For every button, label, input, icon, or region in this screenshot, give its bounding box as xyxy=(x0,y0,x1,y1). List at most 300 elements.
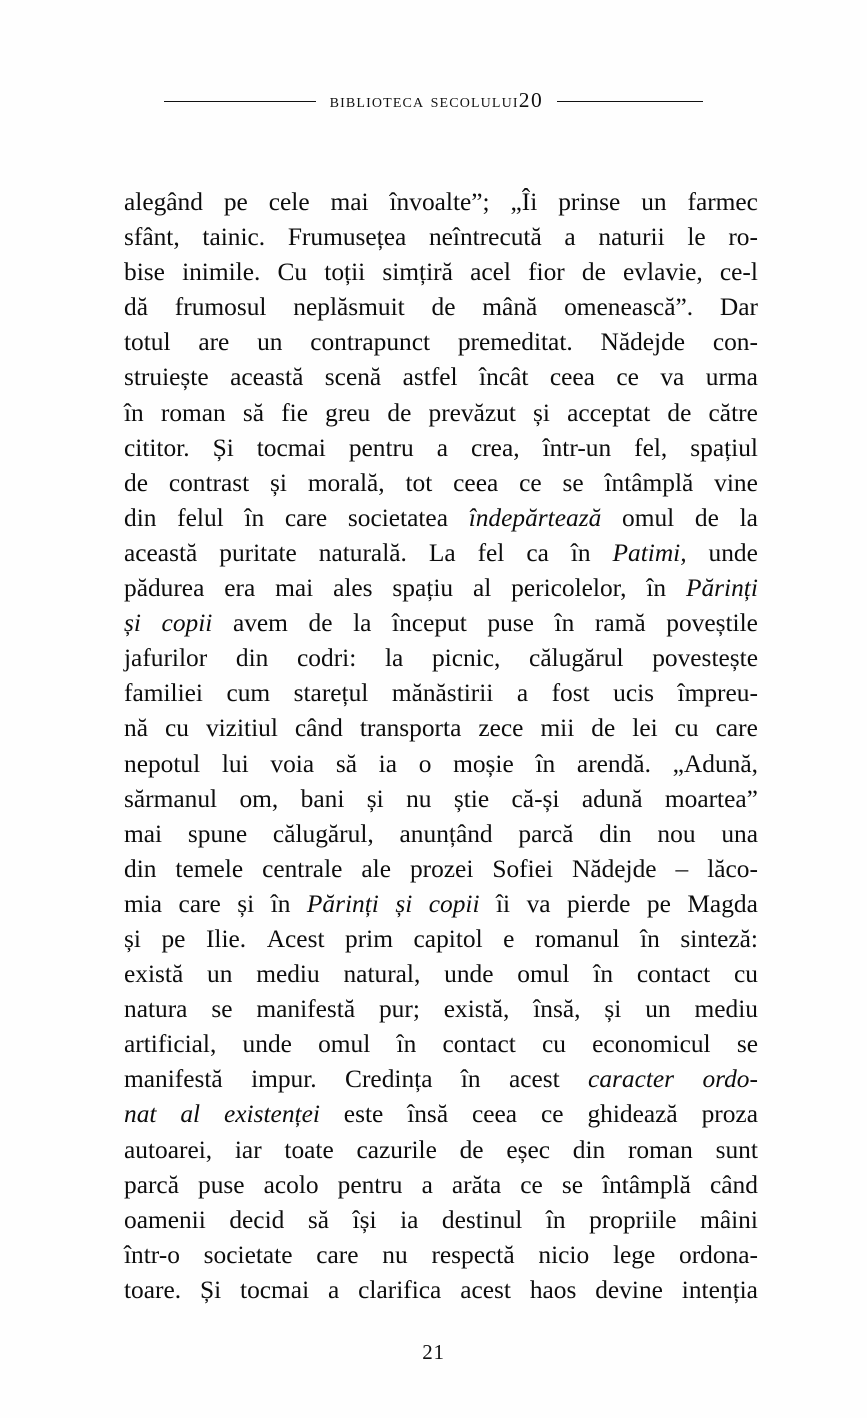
text-line xyxy=(124,1097,758,1132)
text-word: unde xyxy=(708,538,758,567)
text-word: ucis xyxy=(613,679,655,708)
text-word: în xyxy=(593,960,614,989)
text-word: roman xyxy=(627,1135,693,1164)
text-word: toate xyxy=(284,1135,334,1164)
text-word: există, xyxy=(443,995,510,1024)
text-word: nu xyxy=(406,784,432,813)
text-word: că-și xyxy=(511,784,560,813)
text-word: neîntrecută xyxy=(428,223,542,252)
text-word: ro- xyxy=(728,223,758,252)
text-word: omul xyxy=(318,1030,371,1059)
text-word: jafurilor xyxy=(124,644,208,673)
text-word: în xyxy=(124,398,144,427)
text-word: care xyxy=(178,889,221,918)
text-word: care xyxy=(284,503,328,532)
text-word: toții xyxy=(324,258,366,287)
text-word: acest xyxy=(460,1275,511,1304)
text-word: ce xyxy=(616,363,639,392)
text-word: de xyxy=(581,258,606,287)
text-word: lei xyxy=(632,714,658,743)
text-word: haos xyxy=(529,1275,577,1304)
text-line xyxy=(124,922,758,957)
text-word: întâmplă xyxy=(602,1170,691,1199)
text-word: capitol xyxy=(413,924,483,953)
text-word: a xyxy=(328,1275,340,1304)
text-word: omenească”. xyxy=(564,293,694,322)
text-line xyxy=(124,1273,758,1308)
text-word: se xyxy=(736,1030,758,1059)
text-word: Cu xyxy=(277,258,308,287)
text-word: nou xyxy=(657,819,696,848)
text-word: se xyxy=(561,1170,584,1199)
text-word: sărmanul xyxy=(124,784,218,813)
text-word: impur. xyxy=(251,1065,317,1094)
text-word: om, xyxy=(239,784,279,813)
text-word: bise xyxy=(124,258,165,287)
text-line xyxy=(124,360,758,395)
text-word: însă, xyxy=(533,995,581,1024)
text-word: tot xyxy=(405,468,433,497)
text-word: un xyxy=(207,960,233,989)
text-word: de xyxy=(124,468,148,497)
text-word: când xyxy=(294,714,343,743)
text-word: început xyxy=(392,609,467,638)
text-line xyxy=(124,466,758,501)
text-word: povestește xyxy=(652,644,758,673)
text-word: mediu xyxy=(256,960,320,989)
text-line xyxy=(124,782,758,817)
text-word: și xyxy=(604,995,622,1024)
text-word: a xyxy=(421,1170,433,1199)
text-word: propriile xyxy=(589,1205,677,1234)
text-word: a xyxy=(436,433,448,462)
text-word: sunt xyxy=(715,1135,758,1164)
text-word: natura xyxy=(124,995,188,1024)
text-word: ia xyxy=(400,1205,419,1234)
text-word: care xyxy=(316,1240,359,1269)
text-word: proza xyxy=(701,1100,758,1129)
text-word: decid xyxy=(229,1205,285,1234)
text-word: omul xyxy=(517,960,570,989)
text-word: unde xyxy=(242,1030,292,1059)
text-word: omul xyxy=(622,503,675,532)
text-line xyxy=(124,255,758,290)
text-word: pe xyxy=(161,924,186,953)
text-word: mia xyxy=(124,889,163,918)
text-word: naturii xyxy=(598,223,665,252)
text-word: a xyxy=(564,223,576,252)
text-word: vine xyxy=(714,468,758,497)
text-line xyxy=(124,501,758,536)
text-word: ceea xyxy=(549,363,595,392)
text-word: ce xyxy=(520,1170,543,1199)
text-word: întâmplă xyxy=(604,468,694,497)
text-word: fost xyxy=(551,679,590,708)
text-word: al xyxy=(472,574,492,603)
text-word: nu xyxy=(382,1240,408,1269)
text-word: avem xyxy=(232,609,288,638)
text-word: Magda xyxy=(687,889,758,918)
text-word: le xyxy=(687,223,706,252)
text-word: poveștile xyxy=(666,609,758,638)
header-rule-right-icon xyxy=(557,101,703,102)
text-word: Acest xyxy=(266,924,325,953)
text-word: pe xyxy=(223,188,248,216)
text-word: și xyxy=(124,924,141,953)
text-word: nat xyxy=(124,1100,157,1129)
text-word: oamenii xyxy=(124,1205,206,1234)
text-word: de xyxy=(308,609,333,638)
text-word: astfel xyxy=(402,363,458,392)
text-word: zece xyxy=(478,714,524,743)
text-word: Părinți xyxy=(685,574,758,603)
text-word: arăta xyxy=(451,1170,502,1199)
text-word: era xyxy=(224,574,256,603)
text-word: să xyxy=(335,749,357,778)
header-rule-left-icon xyxy=(164,101,316,102)
text-word: alegând xyxy=(124,188,203,216)
text-word: lăco- xyxy=(707,854,758,883)
text-word: ales xyxy=(333,574,373,603)
text-word: crea, xyxy=(470,433,520,462)
text-word: ca xyxy=(526,538,549,567)
text-word: în xyxy=(535,749,556,778)
text-word: și xyxy=(366,784,384,813)
text-word: către xyxy=(708,398,758,427)
text-word: a xyxy=(516,679,529,708)
text-word: romanul xyxy=(534,924,620,953)
text-word: simțiră xyxy=(382,258,453,287)
text-line xyxy=(124,431,758,466)
text-line xyxy=(124,185,758,220)
text-word: încât xyxy=(479,363,529,392)
text-word: și xyxy=(533,398,550,427)
text-word: din xyxy=(599,819,632,848)
text-word: parcă xyxy=(518,819,574,848)
header-title-number: 20 xyxy=(518,88,544,113)
text-word: cu xyxy=(541,1030,566,1059)
text-word: voia xyxy=(270,749,315,778)
text-word: farmec xyxy=(687,188,758,216)
body-text xyxy=(124,185,758,1308)
text-line xyxy=(124,1168,758,1203)
text-word: are xyxy=(198,328,230,357)
text-word: mai xyxy=(330,188,369,216)
text-word: această xyxy=(230,363,304,392)
text-word: destinul xyxy=(441,1205,523,1234)
text-word: în xyxy=(646,574,667,603)
text-word: îi xyxy=(495,889,511,918)
text-word: și xyxy=(124,609,141,638)
text-word: la xyxy=(353,609,372,638)
text-word: cazurile xyxy=(356,1135,437,1164)
text-word: ghidează xyxy=(587,1100,678,1129)
text-word: sfânt, xyxy=(124,223,180,252)
text-line xyxy=(124,1027,758,1062)
text-line xyxy=(124,396,758,431)
page-title xyxy=(330,90,544,112)
text-word: centrale xyxy=(262,854,343,883)
text-word: fel, xyxy=(634,433,668,462)
text-word: să xyxy=(307,1205,329,1234)
text-word: călugărul, xyxy=(272,819,374,848)
text-line xyxy=(124,220,758,255)
text-word: mai xyxy=(124,819,163,848)
text-word: la xyxy=(739,503,758,532)
text-word: contrapunct xyxy=(310,328,431,357)
text-word: copii xyxy=(161,609,213,638)
text-word: se xyxy=(211,995,233,1024)
text-word: ceea xyxy=(453,468,499,497)
text-word: mâini xyxy=(700,1205,758,1234)
text-word: îndepărtează xyxy=(468,503,602,532)
text-word: contact xyxy=(636,960,711,989)
text-word: un xyxy=(645,995,671,1024)
text-word: manifestă xyxy=(256,995,356,1024)
text-word: cum xyxy=(226,679,271,708)
text-word: societate xyxy=(203,1240,293,1269)
text-word: ceea xyxy=(472,1100,518,1129)
text-word: evlavie, xyxy=(623,258,703,287)
text-word: va xyxy=(526,889,551,918)
text-word: neplăsmuit xyxy=(293,293,405,322)
text-word: din xyxy=(124,854,157,883)
page-number: 21 xyxy=(422,1340,445,1364)
text-word: Nădejde xyxy=(571,854,657,883)
text-word: pădurea xyxy=(124,574,205,603)
text-word: felul xyxy=(177,503,224,532)
text-word: prozei xyxy=(409,854,474,883)
text-word: sinteză: xyxy=(680,924,758,953)
text-word: însă xyxy=(407,1100,449,1129)
text-word: tocmai xyxy=(240,1275,310,1304)
text-word: de xyxy=(431,293,456,322)
text-word: anunțând xyxy=(399,819,493,848)
text-line xyxy=(124,676,758,711)
text-word: pentru xyxy=(348,433,414,462)
text-word: struiește xyxy=(124,363,209,392)
text-word: parcă xyxy=(124,1170,179,1199)
text-word: o xyxy=(418,749,432,778)
text-word: ce xyxy=(541,1100,564,1129)
text-word: prevăzut xyxy=(428,398,516,427)
text-word: prinse xyxy=(558,188,621,216)
text-line xyxy=(124,817,758,852)
text-word: ramă xyxy=(594,609,646,638)
text-word: care xyxy=(715,714,758,743)
text-word: își xyxy=(352,1205,377,1234)
text-word: acolo xyxy=(263,1170,319,1199)
text-word: călugărul xyxy=(529,644,624,673)
text-word: inimile. xyxy=(182,258,261,287)
text-word: caracter xyxy=(588,1065,675,1094)
text-line xyxy=(124,747,758,782)
text-word: prim xyxy=(345,924,393,953)
text-word: Credința xyxy=(345,1065,433,1094)
text-word: din xyxy=(235,644,269,673)
text-word: bani xyxy=(300,784,345,813)
text-word: codri: xyxy=(297,644,357,673)
text-word: ce xyxy=(519,468,542,497)
text-word: spune xyxy=(187,819,248,848)
text-word: tocmai xyxy=(256,433,326,462)
text-word: lege xyxy=(612,1240,656,1269)
text-word: mână xyxy=(482,293,538,322)
text-word: puritate xyxy=(219,538,297,567)
header-title-text: biblioteca secolului xyxy=(329,90,519,113)
text-word: intenția xyxy=(681,1275,758,1304)
text-word: din xyxy=(124,503,157,532)
text-line xyxy=(124,571,758,606)
text-word: Ilie. xyxy=(205,924,247,953)
text-word: Nădejde xyxy=(600,328,686,357)
text-word: „Adună, xyxy=(672,749,758,778)
text-word: vizitiul xyxy=(205,714,278,743)
text-word: în xyxy=(270,889,291,918)
text-word: starețul xyxy=(293,679,369,708)
text-word: clarifica xyxy=(358,1275,442,1304)
text-word: lui xyxy=(221,749,249,778)
text-word: respectă xyxy=(431,1240,515,1269)
text-word: arendă. xyxy=(576,749,651,778)
text-word: premeditat. xyxy=(457,328,573,357)
text-word: de xyxy=(591,714,616,743)
text-word: cititor. xyxy=(124,433,190,462)
text-word: mănăstirii xyxy=(391,679,494,708)
text-word: transporta xyxy=(359,714,462,743)
text-word: cu xyxy=(733,960,758,989)
text-word: în xyxy=(570,538,591,567)
text-word: pentru xyxy=(337,1170,403,1199)
text-word: urma xyxy=(705,363,758,392)
text-word: știe xyxy=(453,784,490,813)
text-word: La xyxy=(428,538,456,567)
text-line xyxy=(124,536,758,571)
text-word: – xyxy=(675,854,689,883)
text-word: temele xyxy=(175,854,244,883)
text-line xyxy=(124,887,758,922)
text-word: ale xyxy=(361,854,391,883)
text-word: puse xyxy=(487,609,534,638)
text-word: pur; xyxy=(378,995,420,1024)
text-word: se xyxy=(562,468,584,497)
text-word: greu xyxy=(325,398,371,427)
text-word: cele xyxy=(268,188,310,216)
text-word: la xyxy=(384,644,404,673)
text-line xyxy=(124,852,758,887)
text-word: un xyxy=(257,328,283,357)
text-line xyxy=(124,711,758,746)
text-word: picnic, xyxy=(431,644,501,673)
text-word: al xyxy=(180,1100,201,1129)
text-line xyxy=(124,957,758,992)
text-word: fior xyxy=(528,258,565,287)
text-word: un xyxy=(641,188,667,216)
text-word: ordo- xyxy=(702,1065,758,1094)
text-word: toare. xyxy=(124,1275,182,1304)
text-word: și xyxy=(237,889,255,918)
text-word: cu xyxy=(674,714,699,743)
text-line xyxy=(124,992,758,1027)
text-word: nicio xyxy=(538,1240,590,1269)
text-word: spațiul xyxy=(690,433,758,462)
text-word: cu xyxy=(164,714,189,743)
text-word: din xyxy=(572,1135,606,1164)
text-word: și xyxy=(395,889,413,918)
text-word: con- xyxy=(712,328,758,357)
text-word: într-un xyxy=(542,433,612,462)
text-line xyxy=(124,290,758,325)
text-word: Părinți xyxy=(306,889,379,918)
text-word: Sofiei xyxy=(492,854,554,883)
text-word: de xyxy=(667,398,692,427)
text-word: scenă xyxy=(324,363,382,392)
text-word: în xyxy=(545,1205,566,1234)
text-word: roman xyxy=(160,398,226,427)
text-word: existenței xyxy=(224,1100,320,1129)
text-word: dă xyxy=(124,293,148,322)
text-word: morală, xyxy=(307,468,385,497)
text-word: economicul xyxy=(592,1030,711,1059)
text-word: puse xyxy=(198,1170,245,1199)
text-word: pe xyxy=(646,889,671,918)
text-word: artificial, xyxy=(124,1030,217,1059)
text-word: contrast xyxy=(168,468,250,497)
text-line xyxy=(124,1062,758,1097)
text-word: societatea xyxy=(347,503,448,532)
text-word: în xyxy=(460,1065,481,1094)
text-word: autoarei, xyxy=(124,1135,213,1164)
text-word: această xyxy=(124,538,198,567)
text-word: spațiu xyxy=(392,574,454,603)
text-word: adună xyxy=(581,784,643,813)
text-word: Dar xyxy=(719,293,758,322)
text-word: iar xyxy=(234,1135,262,1164)
text-word: există xyxy=(124,960,184,989)
text-word: nepotul xyxy=(124,749,201,778)
text-line xyxy=(124,1203,758,1238)
text-word: să xyxy=(242,398,265,427)
text-word: una xyxy=(721,819,758,848)
text-word: este xyxy=(343,1100,384,1129)
text-word: acceptat xyxy=(567,398,651,427)
text-word: împreu- xyxy=(677,679,758,708)
text-word: ce-l xyxy=(719,258,758,287)
text-word: de xyxy=(459,1135,484,1164)
text-word: copii xyxy=(428,889,480,918)
text-word: naturală. xyxy=(318,538,407,567)
text-word: ia xyxy=(378,749,397,778)
text-word: Patimi, xyxy=(612,538,687,567)
text-word: frumosul xyxy=(174,293,267,322)
text-word: de xyxy=(387,398,412,427)
text-word: Frumusețea xyxy=(287,223,407,252)
text-word: moșie xyxy=(453,749,514,778)
text-word: „Îi xyxy=(510,188,538,216)
text-word: unde xyxy=(444,960,494,989)
text-word: acest xyxy=(508,1065,560,1094)
text-word: e xyxy=(503,924,515,953)
text-word: pericolelor, xyxy=(511,574,627,603)
text-word: ordona- xyxy=(679,1240,758,1269)
text-word: și xyxy=(270,468,287,497)
text-word: de xyxy=(694,503,719,532)
text-word: fie xyxy=(281,398,308,427)
text-word: mediu xyxy=(694,995,758,1024)
text-word: învoalte”; xyxy=(389,188,490,216)
text-word: manifestă xyxy=(124,1065,223,1094)
text-word: va xyxy=(660,363,685,392)
